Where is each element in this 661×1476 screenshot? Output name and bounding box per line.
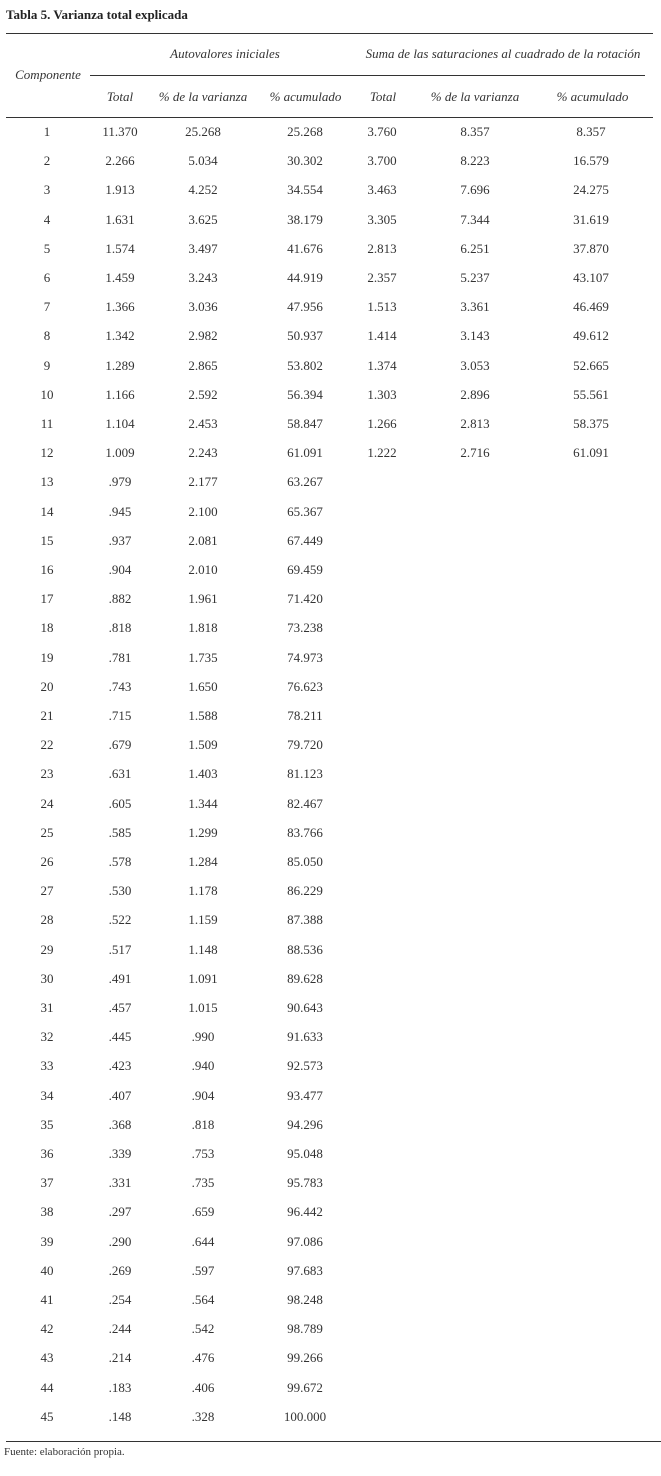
cell-pct-acum-initial: 47.956 — [287, 299, 323, 314]
cell-pct-acum-initial: 100.000 — [283, 1409, 327, 1424]
cell-total-initial: .254 — [108, 1292, 132, 1307]
cell-total-rotation: 3.760 — [367, 124, 397, 139]
cell-pct-acum-initial: 74.973 — [287, 650, 323, 665]
cell-pct-acum-rotation: 8.357 — [576, 124, 606, 139]
cell-total-rotation: 2.357 — [367, 270, 397, 285]
cell-total-initial: 1.342 — [105, 328, 135, 343]
cell-pct-acum-initial: 88.536 — [287, 942, 323, 957]
cell-componente: 43 — [40, 1350, 54, 1365]
cell-pct-acum-initial: 69.459 — [287, 562, 323, 577]
cell-pct-acum-initial: 71.420 — [287, 591, 323, 606]
cell-pct-var-initial: 2.982 — [188, 328, 218, 343]
cell-componente: 39 — [40, 1234, 54, 1249]
cell-pct-var-initial: 1.650 — [188, 679, 218, 694]
cell-componente: 17 — [40, 591, 54, 606]
cell-pct-var-rotation: 8.357 — [460, 124, 490, 139]
cell-total-initial: .491 — [108, 971, 132, 986]
header-group-rotation: Suma de las saturaciones al cuadrado de la rotación — [365, 46, 641, 61]
cell-componente: 23 — [40, 766, 54, 781]
cell-componente: 12 — [40, 445, 54, 460]
cell-componente: 32 — [40, 1029, 54, 1044]
cell-pct-var-initial: 1.015 — [188, 1000, 218, 1015]
cell-pct-var-initial: 2.865 — [188, 358, 218, 373]
cell-pct-acum-initial: 87.388 — [287, 912, 323, 927]
cell-pct-var-rotation: 8.223 — [460, 153, 490, 168]
cell-pct-var-initial: 1.735 — [188, 650, 218, 665]
table-title: Tabla 5. Varianza total explicada — [6, 7, 188, 22]
cell-pct-acum-initial: 82.467 — [287, 796, 323, 811]
cell-pct-var-initial: .659 — [191, 1204, 215, 1219]
cell-pct-acum-initial: 95.783 — [287, 1175, 323, 1190]
cell-pct-var-rotation: 2.896 — [460, 387, 490, 402]
cell-pct-acum-rotation: 16.579 — [573, 153, 609, 168]
cell-componente: 38 — [40, 1204, 54, 1219]
cell-pct-var-initial: 1.159 — [188, 912, 218, 927]
cell-total-initial: 1.631 — [105, 212, 135, 227]
cell-total-initial: .517 — [108, 942, 132, 957]
cell-pct-var-initial: 1.284 — [188, 854, 218, 869]
header-componente: Componente — [15, 67, 81, 82]
cell-total-initial: 1.574 — [105, 241, 135, 256]
cell-pct-var-initial: 1.588 — [188, 708, 218, 723]
cell-pct-var-initial: 1.299 — [188, 825, 218, 840]
header-pct-acum-initial: % acumulado — [269, 89, 342, 104]
cell-pct-acum-initial: 86.229 — [287, 883, 323, 898]
cell-pct-var-initial: 4.252 — [188, 182, 218, 197]
cell-pct-acum-initial: 96.442 — [287, 1204, 323, 1219]
cell-total-rotation: 1.513 — [367, 299, 397, 314]
cell-total-initial: .423 — [108, 1058, 132, 1073]
cell-pct-var-rotation: 6.251 — [460, 241, 490, 256]
cell-pct-acum-rotation: 58.375 — [573, 416, 609, 431]
cell-pct-var-rotation: 2.716 — [460, 445, 490, 460]
cell-total-initial: .979 — [108, 474, 132, 489]
cell-componente: 27 — [40, 883, 54, 898]
cell-componente: 42 — [40, 1321, 54, 1336]
cell-componente: 30 — [40, 971, 54, 986]
cell-total-initial: 1.166 — [105, 387, 135, 402]
cell-pct-acum-initial: 81.123 — [287, 766, 323, 781]
cell-pct-var-rotation: 3.143 — [460, 328, 490, 343]
cell-total-initial: .522 — [108, 912, 132, 927]
cell-pct-var-initial: .406 — [191, 1380, 215, 1395]
cell-componente: 34 — [40, 1088, 54, 1103]
cell-componente: 25 — [40, 825, 54, 840]
cell-pct-var-initial: 1.178 — [188, 883, 218, 898]
cell-pct-acum-initial: 90.643 — [287, 1000, 323, 1015]
cell-componente: 20 — [40, 679, 54, 694]
cell-pct-var-initial: 1.148 — [188, 942, 218, 957]
cell-pct-acum-initial: 85.050 — [287, 854, 323, 869]
cell-pct-var-initial: .990 — [191, 1029, 215, 1044]
cell-componente: 31 — [40, 1000, 54, 1015]
cell-pct-var-initial: 2.177 — [188, 474, 218, 489]
cell-total-rotation: 1.266 — [367, 416, 397, 431]
cell-componente: 33 — [40, 1058, 54, 1073]
cell-componente: 29 — [40, 942, 54, 957]
cell-total-initial: .578 — [108, 854, 132, 869]
cell-componente: 28 — [40, 912, 54, 927]
cell-pct-var-initial: 3.497 — [188, 241, 218, 256]
header-bottom-rule — [6, 117, 653, 118]
header-total-rotation: Total — [369, 89, 397, 104]
cell-componente: 9 — [43, 358, 51, 373]
cell-pct-var-initial: 3.625 — [188, 212, 218, 227]
cell-pct-var-initial: 1.344 — [188, 796, 218, 811]
cell-pct-var-rotation: 5.237 — [460, 270, 490, 285]
cell-pct-acum-initial: 76.623 — [287, 679, 323, 694]
cell-pct-acum-initial: 53.802 — [287, 358, 323, 373]
cell-pct-var-initial: .328 — [191, 1409, 215, 1424]
cell-pct-acum-initial: 97.683 — [287, 1263, 323, 1278]
cell-pct-var-initial: 1.509 — [188, 737, 218, 752]
cell-pct-var-initial: .735 — [191, 1175, 215, 1190]
cell-pct-acum-rotation: 46.469 — [573, 299, 609, 314]
cell-total-initial: .904 — [108, 562, 132, 577]
cell-pct-acum-initial: 98.789 — [287, 1321, 323, 1336]
cell-componente: 35 — [40, 1117, 54, 1132]
cell-total-initial: .290 — [108, 1234, 132, 1249]
cell-componente: 24 — [40, 796, 54, 811]
cell-componente: 16 — [40, 562, 54, 577]
cell-pct-var-rotation: 7.344 — [460, 212, 490, 227]
cell-pct-acum-rotation: 55.561 — [573, 387, 609, 402]
cell-pct-acum-initial: 97.086 — [287, 1234, 323, 1249]
cell-total-initial: .605 — [108, 796, 132, 811]
cell-total-rotation: 1.414 — [367, 328, 397, 343]
cell-total-rotation: 2.813 — [367, 241, 397, 256]
cell-total-initial: 11.370 — [102, 124, 138, 139]
cell-pct-acum-rotation: 43.107 — [573, 270, 609, 285]
cell-componente: 6 — [43, 270, 51, 285]
cell-pct-acum-initial: 91.633 — [287, 1029, 323, 1044]
cell-total-initial: .818 — [108, 620, 132, 635]
header-total-initial: Total — [106, 89, 134, 104]
cell-pct-acum-rotation: 49.612 — [573, 328, 609, 343]
cell-pct-var-initial: 2.243 — [188, 445, 218, 460]
cell-componente: 10 — [40, 387, 54, 402]
cell-pct-acum-rotation: 31.619 — [573, 212, 609, 227]
cell-total-rotation: 3.305 — [367, 212, 397, 227]
cell-pct-acum-initial: 25.268 — [287, 124, 323, 139]
cell-componente: 1 — [43, 124, 51, 139]
cell-total-rotation: 3.463 — [367, 182, 397, 197]
cell-total-initial: .445 — [108, 1029, 132, 1044]
cell-total-initial: .407 — [108, 1088, 132, 1103]
cell-total-initial: .743 — [108, 679, 132, 694]
cell-componente: 36 — [40, 1146, 54, 1161]
cell-pct-var-rotation: 7.696 — [460, 182, 490, 197]
cell-pct-var-initial: 1.961 — [188, 591, 218, 606]
cell-componente: 19 — [40, 650, 54, 665]
cell-pct-acum-initial: 93.477 — [287, 1088, 323, 1103]
cell-pct-var-initial: 2.010 — [188, 562, 218, 577]
cell-total-initial: .937 — [108, 533, 132, 548]
cell-total-rotation: 1.303 — [367, 387, 397, 402]
cell-total-initial: .297 — [108, 1204, 132, 1219]
cell-total-initial: 1.366 — [105, 299, 135, 314]
header-pct-acum-rotation: % acumulado — [556, 89, 629, 104]
cell-pct-acum-initial: 99.266 — [287, 1350, 323, 1365]
cell-pct-acum-rotation: 61.091 — [573, 445, 609, 460]
cell-pct-var-initial: .542 — [191, 1321, 215, 1336]
cell-total-initial: .183 — [108, 1380, 132, 1395]
cell-pct-var-initial: .597 — [191, 1263, 215, 1278]
cell-pct-var-initial: 2.100 — [188, 504, 218, 519]
cell-pct-acum-initial: 30.302 — [287, 153, 323, 168]
cell-total-initial: .679 — [108, 737, 132, 752]
cell-componente: 14 — [40, 504, 54, 519]
cell-componente: 18 — [40, 620, 54, 635]
cell-pct-acum-initial: 95.048 — [287, 1146, 323, 1161]
cell-componente: 44 — [40, 1380, 54, 1395]
cell-total-initial: .530 — [108, 883, 132, 898]
cell-pct-acum-initial: 99.672 — [287, 1380, 323, 1395]
cell-pct-var-initial: 2.081 — [188, 533, 218, 548]
cell-componente: 2 — [43, 153, 51, 168]
cell-componente: 4 — [43, 212, 51, 227]
cell-pct-var-initial: 3.036 — [188, 299, 218, 314]
cell-pct-var-initial: 25.268 — [185, 124, 221, 139]
cell-pct-acum-initial: 63.267 — [287, 474, 323, 489]
cell-pct-acum-initial: 61.091 — [287, 445, 323, 460]
cell-pct-var-initial: 1.091 — [188, 971, 218, 986]
cell-componente: 26 — [40, 854, 54, 869]
cell-pct-var-initial: 5.034 — [188, 153, 218, 168]
cell-pct-acum-rotation: 24.275 — [573, 182, 609, 197]
cell-total-initial: 1.289 — [105, 358, 135, 373]
cell-pct-var-initial: 3.243 — [188, 270, 218, 285]
cell-componente: 7 — [43, 299, 51, 314]
cell-componente: 37 — [40, 1175, 54, 1190]
cell-pct-acum-initial: 50.937 — [287, 328, 323, 343]
cell-pct-acum-initial: 78.211 — [287, 708, 323, 723]
cell-pct-var-rotation: 3.361 — [460, 299, 490, 314]
top-rule — [6, 33, 653, 34]
cell-pct-var-initial: .564 — [191, 1292, 215, 1307]
cell-componente: 13 — [40, 474, 54, 489]
cell-componente: 41 — [40, 1292, 54, 1307]
cell-total-initial: .148 — [108, 1409, 132, 1424]
header-pct-var-rotation: % de la varianza — [430, 89, 520, 104]
cell-total-initial: .631 — [108, 766, 132, 781]
cell-componente: 40 — [40, 1263, 54, 1278]
componente-rule — [90, 75, 100, 76]
cell-pct-var-initial: .904 — [191, 1088, 215, 1103]
header-pct-var-initial: % de la varianza — [158, 89, 248, 104]
group-rule — [100, 75, 645, 76]
cell-pct-var-rotation: 3.053 — [460, 358, 490, 373]
cell-pct-acum-initial: 56.394 — [287, 387, 323, 402]
cell-pct-acum-initial: 65.367 — [287, 504, 323, 519]
cell-pct-var-initial: 2.453 — [188, 416, 218, 431]
cell-componente: 8 — [43, 328, 51, 343]
cell-pct-acum-initial: 98.248 — [287, 1292, 323, 1307]
cell-total-initial: 2.266 — [105, 153, 135, 168]
cell-total-initial: .585 — [108, 825, 132, 840]
cell-pct-var-initial: 1.403 — [188, 766, 218, 781]
cell-total-initial: .457 — [108, 1000, 132, 1015]
cell-pct-acum-rotation: 52.665 — [573, 358, 609, 373]
cell-pct-var-initial: 2.592 — [188, 387, 218, 402]
cell-componente: 22 — [40, 737, 54, 752]
cell-pct-acum-initial: 38.179 — [287, 212, 323, 227]
cell-pct-acum-initial: 41.676 — [287, 241, 323, 256]
cell-componente: 5 — [43, 241, 51, 256]
bottom-rule — [6, 1441, 661, 1442]
cell-total-initial: .882 — [108, 591, 132, 606]
cell-pct-acum-initial: 83.766 — [287, 825, 323, 840]
cell-total-initial: .269 — [108, 1263, 132, 1278]
cell-pct-var-initial: .644 — [191, 1234, 215, 1249]
cell-pct-acum-initial: 92.573 — [287, 1058, 323, 1073]
cell-pct-var-initial: .476 — [191, 1350, 215, 1365]
source-note: Fuente: elaboración propia. — [4, 1446, 125, 1458]
cell-total-initial: .368 — [108, 1117, 132, 1132]
cell-componente: 45 — [40, 1409, 54, 1424]
cell-total-initial: 1.104 — [105, 416, 135, 431]
cell-pct-acum-rotation: 37.870 — [573, 241, 609, 256]
cell-pct-var-initial: .818 — [191, 1117, 215, 1132]
cell-pct-var-initial: .940 — [191, 1058, 215, 1073]
cell-pct-acum-initial: 58.847 — [287, 416, 323, 431]
cell-pct-acum-initial: 79.720 — [287, 737, 323, 752]
cell-pct-acum-initial: 67.449 — [287, 533, 323, 548]
cell-total-initial: 1.009 — [105, 445, 135, 460]
cell-total-initial: .339 — [108, 1146, 132, 1161]
cell-pct-var-initial: .753 — [191, 1146, 215, 1161]
cell-componente: 11 — [40, 416, 54, 431]
cell-total-rotation: 1.374 — [367, 358, 397, 373]
cell-total-initial: .945 — [108, 504, 132, 519]
header-group-initial: Autovalores iniciales — [170, 46, 280, 61]
cell-total-initial: .214 — [108, 1350, 132, 1365]
cell-pct-acum-initial: 73.238 — [287, 620, 323, 635]
cell-total-initial: .781 — [108, 650, 132, 665]
cell-total-rotation: 3.700 — [367, 153, 397, 168]
cell-total-rotation: 1.222 — [367, 445, 397, 460]
cell-pct-var-initial: 1.818 — [188, 620, 218, 635]
cell-pct-var-rotation: 2.813 — [460, 416, 490, 431]
cell-total-initial: 1.913 — [105, 182, 135, 197]
cell-componente: 3 — [43, 182, 51, 197]
cell-componente: 21 — [40, 708, 54, 723]
cell-total-initial: .244 — [108, 1321, 132, 1336]
cell-total-initial: .331 — [108, 1175, 132, 1190]
cell-pct-acum-initial: 44.919 — [287, 270, 323, 285]
cell-total-initial: 1.459 — [105, 270, 135, 285]
cell-pct-acum-initial: 89.628 — [287, 971, 323, 986]
cell-componente: 15 — [40, 533, 54, 548]
cell-pct-acum-initial: 34.554 — [287, 182, 323, 197]
cell-pct-acum-initial: 94.296 — [287, 1117, 323, 1132]
cell-total-initial: .715 — [108, 708, 132, 723]
